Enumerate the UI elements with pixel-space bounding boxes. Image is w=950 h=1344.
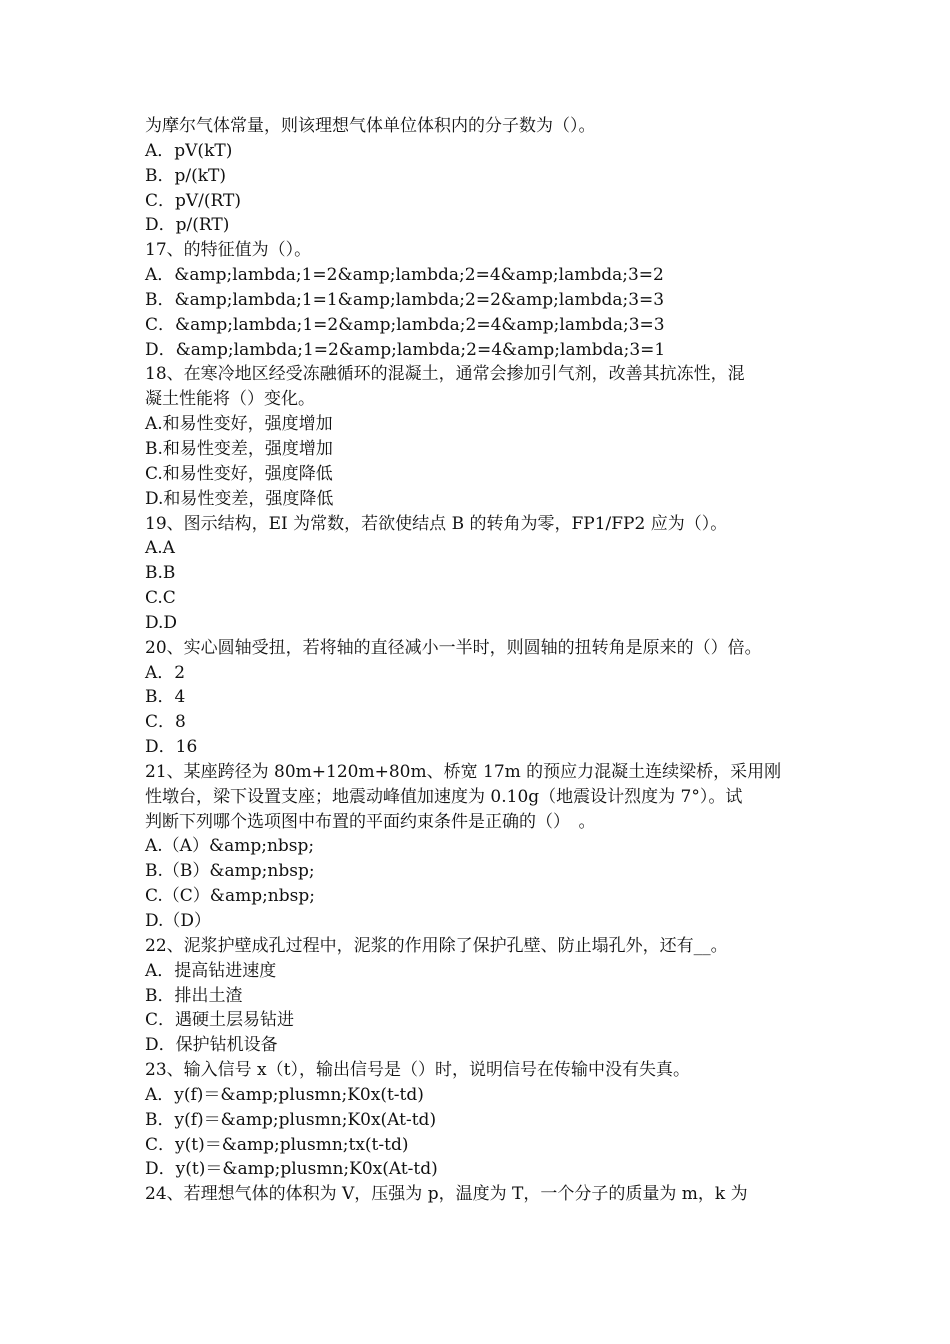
option-line: D.和易性变差，强度降低 xyxy=(145,488,334,509)
question-19: 19、图示结构，EI 为常数，若欲使结点 B 的转角为零，FP1/FP2 应为（）。 xyxy=(145,513,728,534)
option-line: D.D xyxy=(145,612,178,633)
option-line: B.（B）&amp;nbsp; xyxy=(145,861,315,882)
option-line: C．y(t)＝&amp;plusmn;tx(t-td) xyxy=(145,1134,409,1155)
option-line: A．提高钻进速度 xyxy=(145,960,277,981)
option-line: C.（C）&amp;nbsp; xyxy=(145,886,315,907)
option-line: B.B xyxy=(145,563,176,584)
option-line: C.和易性变好，强度降低 xyxy=(145,463,333,484)
option-line: C．遇硬土层易钻进 xyxy=(145,1010,295,1031)
option-line: C．8 xyxy=(145,712,186,733)
option-line: D．&amp;lambda;1=2&amp;lambda;2=4&amp;lambda;3=1 xyxy=(145,339,666,360)
option-line: A．y(f)＝&amp;plusmn;K0x(t-td) xyxy=(145,1084,424,1105)
option-line: B．&amp;lambda;1=1&amp;lambda;2=2&amp;lambda;3=3 xyxy=(145,289,665,310)
question-23: 23、输入信号 x（t），输出信号是（）时，说明信号在传输中没有失真。 xyxy=(145,1060,690,1081)
question-21: 21、某座跨径为 80m+120m+80m、桥宽 17m 的预应力混凝土连续梁桥，采用刚 xyxy=(145,761,782,782)
option-line: B．4 xyxy=(145,687,186,708)
option-line: A．&amp;lambda;1=2&amp;lambda;2=4&amp;lambda;3=2 xyxy=(145,265,664,286)
question-24: 24、若理想气体的体积为 V，压强为 p，温度为 T，一个分子的质量为 m，k 为 xyxy=(145,1184,748,1205)
text-line: 性墩台，梁下设置支座；地震动峰值加速度为 0.10g（地震设计烈度为 7°）。试 xyxy=(145,786,743,807)
option-line: B.和易性变差，强度增加 xyxy=(145,438,333,459)
question-20: 20、实心圆轴受扭，若将轴的直径减小一半时，则圆轴的扭转角是原来的（）倍。 xyxy=(145,637,762,658)
document-body xyxy=(145,114,810,1207)
option-line: A.（A）&amp;nbsp; xyxy=(145,836,315,857)
text-line: 凝土性能将（）变化。 xyxy=(145,389,315,410)
option-line: C.C xyxy=(145,588,176,609)
option-line: D.（D） xyxy=(145,911,212,931)
option-line: B．排出土渣 xyxy=(145,985,243,1006)
text-line: 判断下列哪个选项图中布置的平面约束条件是正确的（） 。 xyxy=(145,811,596,832)
option-line: A．2 xyxy=(145,662,186,683)
question-17: 17、的特征值为（）。 xyxy=(145,240,312,261)
option-line: D．p/(RT) xyxy=(145,215,230,236)
option-line: D．16 xyxy=(145,737,198,758)
option-line: C．pV/(RT) xyxy=(145,190,241,211)
text-line: 为摩尔气体常量，则该理想气体单位体积内的分子数为（）。 xyxy=(145,116,596,136)
option-line: A.A xyxy=(145,538,175,559)
option-line: A.和易性变好，强度增加 xyxy=(145,414,333,435)
option-line: B．y(f)＝&amp;plusmn;K0x(At-td) xyxy=(145,1109,437,1130)
question-18: 18、在寒冷地区经受冻融循环的混凝土，通常会掺加引气剂，改善其抗冻性，混 xyxy=(145,364,745,385)
option-line: A．pV(kT) xyxy=(145,140,233,161)
option-line: D．y(t)＝&amp;plusmn;K0x(At-td) xyxy=(145,1159,438,1180)
option-line: D．保护钻机设备 xyxy=(145,1035,278,1056)
option-line: C．&amp;lambda;1=2&amp;lambda;2=4&amp;lambda;3=3 xyxy=(145,314,665,335)
question-22: 22、泥浆护壁成孔过程中，泥浆的作用除了保护孔壁、防止塌孔外，还有__。 xyxy=(145,935,728,956)
option-line: B．p/(kT) xyxy=(145,165,227,186)
